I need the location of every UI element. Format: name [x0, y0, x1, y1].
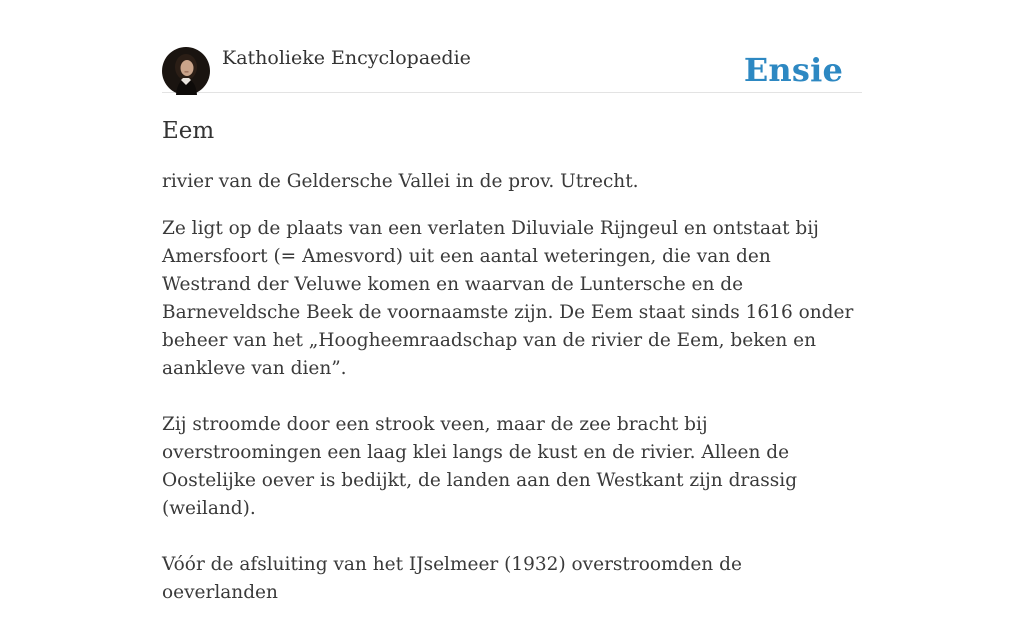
page-title: Eem: [162, 118, 215, 144]
article-paragraph: Vóór de afsluiting van het IJselmeer (1932) overstroomden de oeverlanden: [162, 554, 742, 603]
brand-logo[interactable]: Ensie: [743, 51, 843, 89]
article-body: [162, 168, 862, 635]
article-paragraph: Zij stroomde door een strook veen, maar de zee bracht bij overstroomingen een laag klei langs de kust en de rivier. Alleen de Oostelijke oever is bedijkt, de landen aan den Westkant zijn drassig (weiland).: [162, 414, 798, 519]
portrait-avatar-icon[interactable]: [162, 47, 210, 95]
site-header: [162, 46, 862, 93]
source-title[interactable]: Katholieke Encyclopaedie: [222, 47, 471, 69]
portrait-svg: [162, 47, 210, 95]
article-paragraph: Ze ligt op de plaats van een verlaten Diluviale Rijngeul en ontstaat bij Amersfoort (= Amesvord) uit een aantal weteringen, die van den Westrand der Veluwe komen en waarvan de Luntersche en de Barneveldsche Beek de voornaamste zijn. De Eem staat sinds 1616 onder beheer van het „Hoogheemraadschap van de rivier de Eem, beken en aankleve van dien”.: [162, 218, 854, 379]
article-lead: rivier van de Geldersche Vallei in de prov. Utrecht.: [162, 171, 639, 192]
